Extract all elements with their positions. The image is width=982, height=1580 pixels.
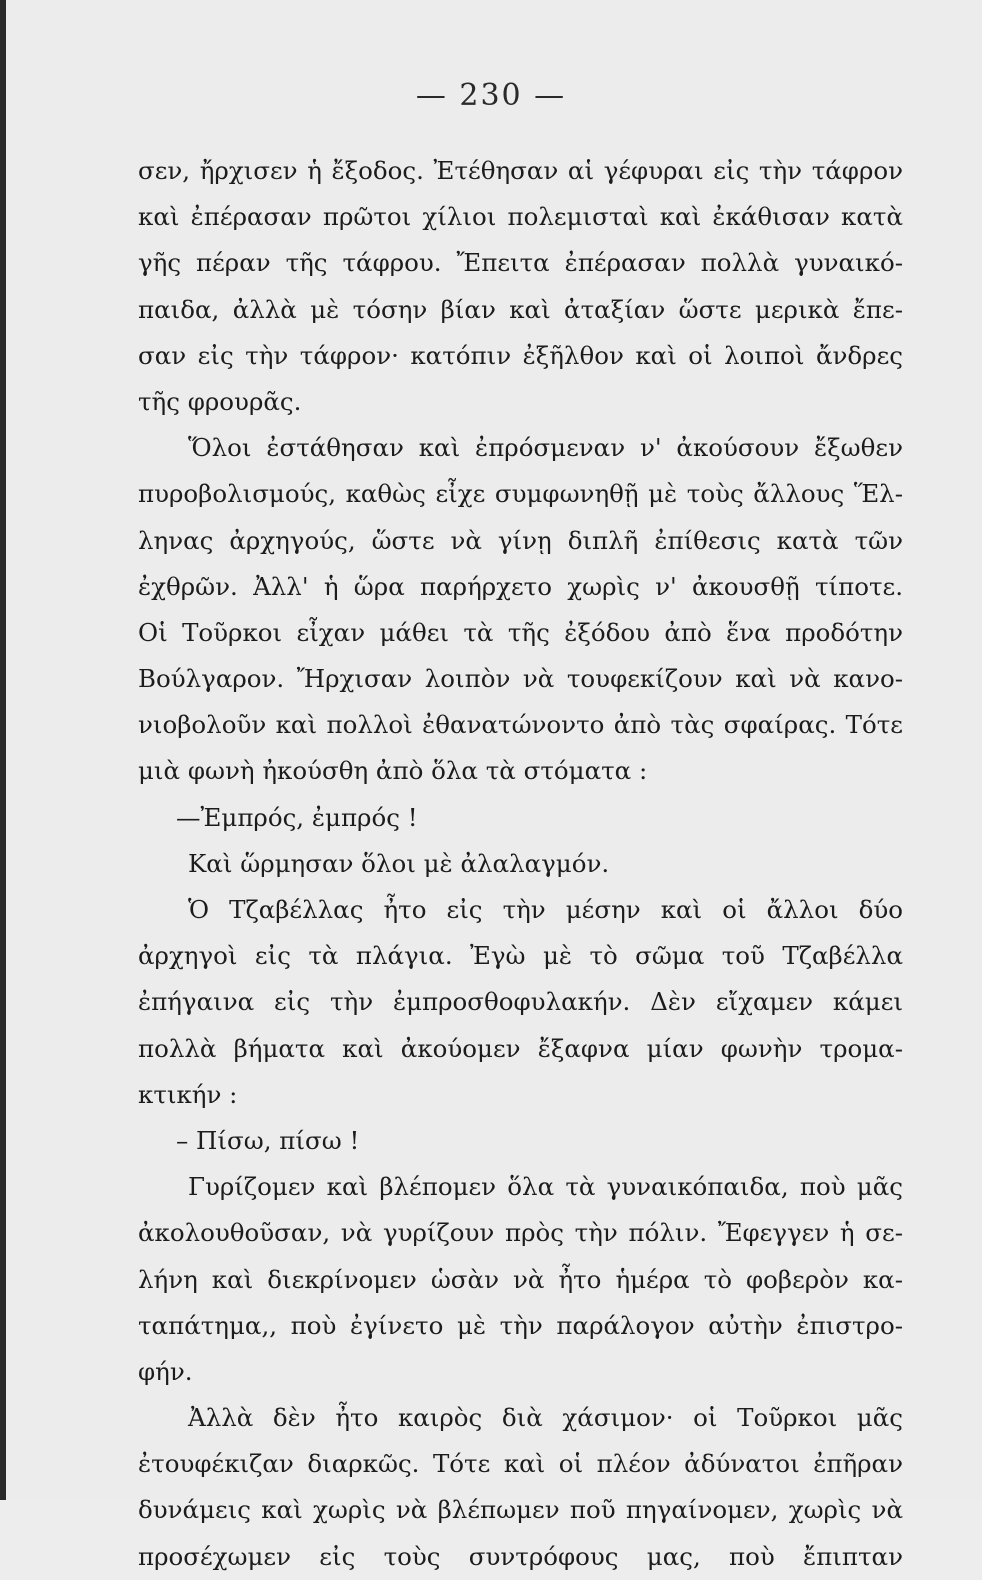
text-line: ἐπήγαινα εἰς τὴν ἐμπροσθοφυλακήν. Δὲν εἴχαμεν κάμει: [138, 987, 903, 1017]
text-line: Οἱ Τοῦρκοι εἶχαν μάθει τὰ τῆς ἐξόδου ἀπὸ ἕνα προδότην: [138, 617, 903, 647]
body-text: [138, 148, 903, 1580]
page-number: — 230 —: [415, 78, 567, 113]
text-line: πολλὰ βήματα καὶ ἀκούομεν ἔξαφνα μίαν φωνὴν τρομα-: [138, 1033, 903, 1063]
text-line: ἐχθρῶν. Ἀλλ' ἡ ὥρα παρήρχετο χωρὶς ν' ἀκουσθῇ τίποτε.: [138, 571, 903, 601]
text-line: Καὶ ὥρμησαν ὅλοι μὲ ἀλαλαγμόν.: [188, 848, 610, 878]
text-line: πυροβολισμούς, καθὼς εἶχε συμφωνηθῇ μὲ τοὺς ἄλλους Ἕλ-: [138, 479, 903, 509]
text-line: φήν.: [138, 1356, 193, 1386]
text-line: καὶ ἐπέρασαν πρῶτοι χίλιοι πολεμισταὶ καὶ ἐκάθισαν κατὰ: [138, 202, 903, 232]
text-line: ταπάτημα,, ποὺ ἐγίνετο μὲ τὴν παράλογον αὐτὴν ἐπιστρο-: [138, 1310, 903, 1340]
text-line: Ὁ Τζαβέλλας ἦτο εἰς τὴν μέσην καὶ οἱ ἄλλοι δύο: [188, 895, 903, 924]
text-line: ληνας ἀρχηγούς, ὥστε νὰ γίνῃ διπλῆ ἐπίθεσις κατὰ τῶν: [138, 525, 903, 555]
text-line: λήνη καὶ διεκρίνομεν ὡσὰν νὰ ἦτο ἡμέρα τὸ φοβερὸν κα-: [138, 1264, 903, 1294]
text-line: τῆς φρουρᾶς.: [138, 386, 302, 416]
text-line: ἀρχηγοὶ εἰς τὰ πλάγια. Ἐγὼ μὲ τὸ σῶμα τοῦ Τζαβέλλα: [138, 941, 903, 971]
text-line: σαν εἰς τὴν τάφρον· κατόπιν ἐξῆλθον καὶ οἱ λοιποὶ ἄνδρες: [138, 340, 903, 370]
text-line: – Πίσω, πίσω !: [176, 1125, 360, 1155]
text-line: Βούλγαρον. Ἤρχισαν λοιπὸν νὰ τουφεκίζουν καὶ νὰ κανο-: [138, 664, 903, 694]
page-binding-edge: [0, 0, 6, 1500]
text-line: νιοβολοῦν καὶ πολλοὶ ἐθανατώνοντο ἀπὸ τὰς σφαίρας. Τότε: [138, 710, 903, 740]
text-line: ἀκολουθοῦσαν, νὰ γυρίζουν πρὸς τὴν πόλιν. Ἔφεγγεν ἡ σε-: [138, 1218, 903, 1248]
text-line: Γυρίζομεν καὶ βλέπομεν ὅλα τὰ γυναικόπαιδα, ποὺ μᾶς: [188, 1172, 903, 1202]
text-line: ἐτουφέκιζαν διαρκῶς. Τότε καὶ οἱ πλέον ἀδύνατοι ἐπῆραν: [138, 1449, 903, 1479]
text-line: μιὰ φωνὴ ἠκούσθη ἀπὸ ὅλα τὰ στόματα :: [138, 756, 648, 786]
text-line: παιδα, ἀλλὰ μὲ τόσην βίαν καὶ ἀταξίαν ὥστε μερικὰ ἔπε-: [138, 294, 903, 324]
text-line: σεν, ἤρχισεν ἡ ἔξοδος. Ἐτέθησαν αἱ γέφυραι εἰς τὴν τάφρον: [138, 156, 903, 185]
text-line: δυνάμεις καὶ χωρὶς νὰ βλέπωμεν ποῦ πηγαίνομεν, χωρὶς νὰ: [138, 1495, 903, 1525]
text-line: —Ἐμπρός, ἐμπρός !: [176, 802, 418, 832]
text-line: Ἀλλὰ δὲν ἦτο καιρὸς διὰ χάσιμον· οἱ Τοῦρκοι μᾶς: [188, 1403, 903, 1433]
text-line: Ὅλοι ἐστάθησαν καὶ ἐπρόσμεναν ν' ἀκούσουν ἔξωθεν: [188, 433, 903, 463]
text-line: γῆς πέραν τῆς τάφρου. Ἔπειτα ἐπέρασαν πολλὰ γυναικό-: [138, 248, 903, 278]
text-line: προσέχωμεν εἰς τοὺς συντρόφους μας, ποὺ ἔπιπταν: [138, 1541, 903, 1571]
text-line: κτικήν :: [138, 1079, 238, 1109]
